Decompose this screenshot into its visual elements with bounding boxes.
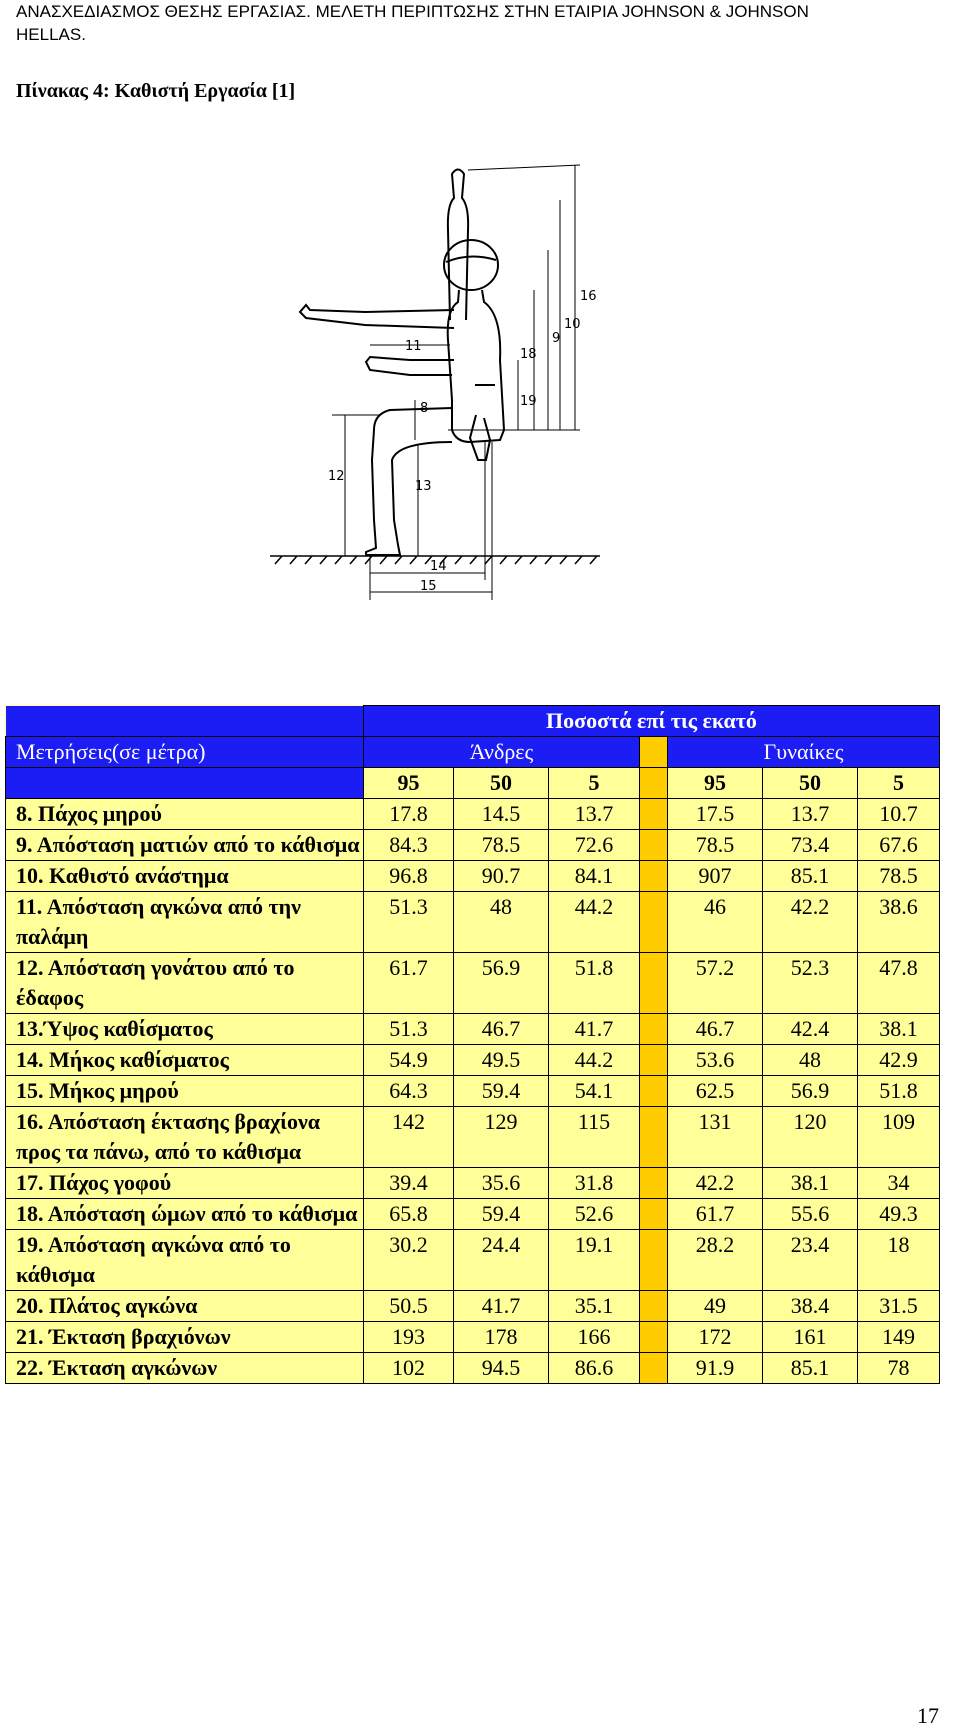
men-value: 56.9 bbox=[454, 953, 549, 1014]
women-value: 51.8 bbox=[858, 1076, 940, 1107]
percentile-women-50: 50 bbox=[763, 768, 858, 799]
row-label: 20. Πλάτος αγκώνα bbox=[6, 1291, 364, 1322]
women-value: 38.6 bbox=[858, 892, 940, 953]
men-value: 41.7 bbox=[454, 1291, 549, 1322]
table-row bbox=[6, 1230, 940, 1291]
women-value: 13.7 bbox=[763, 799, 858, 830]
women-value: 10.7 bbox=[858, 799, 940, 830]
men-value: 84.1 bbox=[549, 861, 640, 892]
table-header-row-1 bbox=[6, 706, 940, 737]
dimension-lines bbox=[332, 165, 580, 600]
women-value: 49.3 bbox=[858, 1199, 940, 1230]
row-label: 10. Καθιστό ανάστημα bbox=[6, 861, 364, 892]
table-row bbox=[6, 1168, 940, 1199]
women-value: 131 bbox=[668, 1107, 763, 1168]
row-label: 14. Μήκος καθίσματος bbox=[6, 1045, 364, 1076]
men-value: 61.7 bbox=[364, 953, 454, 1014]
separator-cell bbox=[640, 953, 668, 1014]
figure-label-12: 12 bbox=[328, 469, 345, 484]
men-value: 65.8 bbox=[364, 1199, 454, 1230]
women-value: 18 bbox=[858, 1230, 940, 1291]
women-value: 42.4 bbox=[763, 1014, 858, 1045]
percentile-row bbox=[6, 768, 940, 799]
men-value: 193 bbox=[364, 1322, 454, 1353]
page-number: 17 bbox=[917, 1703, 939, 1728]
anthropometric-table-wrap bbox=[5, 705, 940, 1384]
figure-label-8: 8 bbox=[420, 401, 429, 416]
row-label: 16. Απόσταση έκτασης βραχίονα προς τα πάνω, από το κάθισμα bbox=[6, 1107, 364, 1168]
women-value: 31.5 bbox=[858, 1291, 940, 1322]
table-row bbox=[6, 953, 940, 1014]
row-label: 13.Ύψος καθίσματος bbox=[6, 1014, 364, 1045]
separator-cell bbox=[640, 768, 668, 799]
figure-label-11: 11 bbox=[405, 339, 422, 354]
separator-cell bbox=[640, 737, 668, 768]
women-value: 48 bbox=[763, 1045, 858, 1076]
women-value: 149 bbox=[858, 1322, 940, 1353]
men-value: 17.8 bbox=[364, 799, 454, 830]
men-value: 35.1 bbox=[549, 1291, 640, 1322]
men-value: 14.5 bbox=[454, 799, 549, 830]
separator-cell bbox=[640, 1076, 668, 1107]
women-value: 78.5 bbox=[858, 861, 940, 892]
header-line-1: ΑΝΑΣΧΕΔΙΑΣΜΟΣ ΘΕΣΗΣ ΕΡΓΑΣΙΑΣ. ΜΕΛΕΤΗ ΠΕΡΙΠΤΩΣΗΣ ΣΤΗΝ ΕΤΑΙΡΙΑ JOHNSON & JOHNSON bbox=[16, 2, 809, 21]
table-header-row-2 bbox=[6, 737, 940, 768]
row-label: 22. Έκταση αγκώνων bbox=[6, 1353, 364, 1384]
women-value: 52.3 bbox=[763, 953, 858, 1014]
men-value: 19.1 bbox=[549, 1230, 640, 1291]
men-value: 24.4 bbox=[454, 1230, 549, 1291]
seated-anthropometry-figure bbox=[270, 160, 650, 665]
men-value: 166 bbox=[549, 1322, 640, 1353]
men-value: 178 bbox=[454, 1322, 549, 1353]
separator-cell bbox=[640, 861, 668, 892]
women-value: 78.5 bbox=[668, 830, 763, 861]
figure-label-15: 15 bbox=[420, 579, 437, 594]
men-value: 52.6 bbox=[549, 1199, 640, 1230]
header-line-2: HELLAS. bbox=[16, 25, 86, 44]
separator-cell bbox=[640, 1199, 668, 1230]
percentile-women-5: 5 bbox=[858, 768, 940, 799]
header-blank bbox=[6, 706, 364, 737]
men-value: 35.6 bbox=[454, 1168, 549, 1199]
percentile-men-95: 95 bbox=[364, 768, 454, 799]
men-value: 90.7 bbox=[454, 861, 549, 892]
men-header: Άνδρες bbox=[364, 737, 640, 768]
seated-person-outline bbox=[300, 170, 504, 556]
women-value: 28.2 bbox=[668, 1230, 763, 1291]
men-value: 51.8 bbox=[549, 953, 640, 1014]
women-value: 38.1 bbox=[858, 1014, 940, 1045]
women-value: 57.2 bbox=[668, 953, 763, 1014]
percentile-women-95: 95 bbox=[668, 768, 763, 799]
women-value: 109 bbox=[858, 1107, 940, 1168]
table-row bbox=[6, 830, 940, 861]
figure-label-13: 13 bbox=[415, 479, 432, 494]
men-value: 39.4 bbox=[364, 1168, 454, 1199]
figure-label-10: 10 bbox=[564, 317, 581, 332]
women-value: 42.9 bbox=[858, 1045, 940, 1076]
men-value: 86.6 bbox=[549, 1353, 640, 1384]
men-value: 41.7 bbox=[549, 1014, 640, 1045]
figure-label-18: 18 bbox=[520, 347, 537, 362]
table-row bbox=[6, 1014, 940, 1045]
separator-cell bbox=[640, 1291, 668, 1322]
row-label: 15. Μήκος μηρού bbox=[6, 1076, 364, 1107]
percentile-blank bbox=[6, 768, 364, 799]
separator-cell bbox=[640, 1353, 668, 1384]
separator-cell bbox=[640, 1322, 668, 1353]
men-value: 54.1 bbox=[549, 1076, 640, 1107]
men-value: 94.5 bbox=[454, 1353, 549, 1384]
table-row bbox=[6, 799, 940, 830]
men-value: 78.5 bbox=[454, 830, 549, 861]
separator-cell bbox=[640, 1168, 668, 1199]
row-label: 8. Πάχος μηρού bbox=[6, 799, 364, 830]
men-value: 84.3 bbox=[364, 830, 454, 861]
table-row bbox=[6, 1322, 940, 1353]
men-value: 44.2 bbox=[549, 892, 640, 953]
women-value: 161 bbox=[763, 1322, 858, 1353]
row-label: 21. Έκταση βραχιόνων bbox=[6, 1322, 364, 1353]
separator-cell bbox=[640, 830, 668, 861]
men-value: 59.4 bbox=[454, 1076, 549, 1107]
men-value: 30.2 bbox=[364, 1230, 454, 1291]
table-caption: Πίνακας 4: Καθιστή Εργασία [1] bbox=[16, 80, 296, 102]
men-value: 49.5 bbox=[454, 1045, 549, 1076]
men-value: 115 bbox=[549, 1107, 640, 1168]
men-value: 44.2 bbox=[549, 1045, 640, 1076]
figure-label-19: 19 bbox=[520, 394, 537, 409]
women-value: 53.6 bbox=[668, 1045, 763, 1076]
women-value: 61.7 bbox=[668, 1199, 763, 1230]
women-value: 38.4 bbox=[763, 1291, 858, 1322]
table-row bbox=[6, 1076, 940, 1107]
women-value: 42.2 bbox=[763, 892, 858, 953]
percentile-men-5: 5 bbox=[549, 768, 640, 799]
men-value: 13.7 bbox=[549, 799, 640, 830]
men-value: 72.6 bbox=[549, 830, 640, 861]
men-value: 64.3 bbox=[364, 1076, 454, 1107]
men-value: 48 bbox=[454, 892, 549, 953]
men-value: 51.3 bbox=[364, 1014, 454, 1045]
women-header: Γυναίκες bbox=[668, 737, 940, 768]
row-label: 19. Απόσταση αγκώνα από το κάθισμα bbox=[6, 1230, 364, 1291]
women-value: 85.1 bbox=[763, 1353, 858, 1384]
separator-cell bbox=[640, 892, 668, 953]
men-value: 142 bbox=[364, 1107, 454, 1168]
figure-label-16: 16 bbox=[580, 289, 597, 304]
men-value: 59.4 bbox=[454, 1199, 549, 1230]
men-value: 31.8 bbox=[549, 1168, 640, 1199]
figure-label-9: 9 bbox=[552, 331, 561, 346]
percent-header: Ποσοστά επί τις εκατό bbox=[364, 706, 940, 737]
women-value: 78 bbox=[858, 1353, 940, 1384]
row-label: 9. Απόσταση ματιών από το κάθισμα bbox=[6, 830, 364, 861]
women-value: 67.6 bbox=[858, 830, 940, 861]
table-row bbox=[6, 1107, 940, 1168]
women-value: 49 bbox=[668, 1291, 763, 1322]
table-row bbox=[6, 1291, 940, 1322]
women-value: 17.5 bbox=[668, 799, 763, 830]
women-value: 42.2 bbox=[668, 1168, 763, 1199]
women-value: 55.6 bbox=[763, 1199, 858, 1230]
men-value: 50.5 bbox=[364, 1291, 454, 1322]
women-value: 907 bbox=[668, 861, 763, 892]
figure-label-14: 14 bbox=[430, 559, 447, 574]
separator-cell bbox=[640, 799, 668, 830]
separator-cell bbox=[640, 1014, 668, 1045]
women-value: 62.5 bbox=[668, 1076, 763, 1107]
women-value: 91.9 bbox=[668, 1353, 763, 1384]
table-row bbox=[6, 861, 940, 892]
separator-cell bbox=[640, 1045, 668, 1076]
women-value: 34 bbox=[858, 1168, 940, 1199]
table-row bbox=[6, 1353, 940, 1384]
men-value: 46.7 bbox=[454, 1014, 549, 1045]
row-label: 11. Απόσταση αγκώνα από την παλάμη bbox=[6, 892, 364, 953]
separator-cell bbox=[640, 1230, 668, 1291]
women-value: 23.4 bbox=[763, 1230, 858, 1291]
women-value: 85.1 bbox=[763, 861, 858, 892]
percentile-men-50: 50 bbox=[454, 768, 549, 799]
men-value: 51.3 bbox=[364, 892, 454, 953]
women-value: 172 bbox=[668, 1322, 763, 1353]
row-label: 12. Απόσταση γονάτου από το έδαφος bbox=[6, 953, 364, 1014]
separator-cell bbox=[640, 1107, 668, 1168]
men-value: 102 bbox=[364, 1353, 454, 1384]
women-value: 46.7 bbox=[668, 1014, 763, 1045]
women-value: 120 bbox=[763, 1107, 858, 1168]
men-value: 129 bbox=[454, 1107, 549, 1168]
anthropometric-table bbox=[5, 705, 940, 1384]
men-value: 54.9 bbox=[364, 1045, 454, 1076]
row-label: 17. Πάχος γοφού bbox=[6, 1168, 364, 1199]
measurements-header: Μετρήσεις(σε μέτρα) bbox=[6, 737, 364, 768]
document-header bbox=[16, 0, 946, 46]
table-row bbox=[6, 892, 940, 953]
women-value: 46 bbox=[668, 892, 763, 953]
table-row bbox=[6, 1045, 940, 1076]
men-value: 96.8 bbox=[364, 861, 454, 892]
women-value: 73.4 bbox=[763, 830, 858, 861]
table-row bbox=[6, 1199, 940, 1230]
row-label: 18. Απόσταση ώμων από το κάθισμα bbox=[6, 1199, 364, 1230]
women-value: 56.9 bbox=[763, 1076, 858, 1107]
women-value: 38.1 bbox=[763, 1168, 858, 1199]
table-body bbox=[6, 799, 940, 1384]
women-value: 47.8 bbox=[858, 953, 940, 1014]
